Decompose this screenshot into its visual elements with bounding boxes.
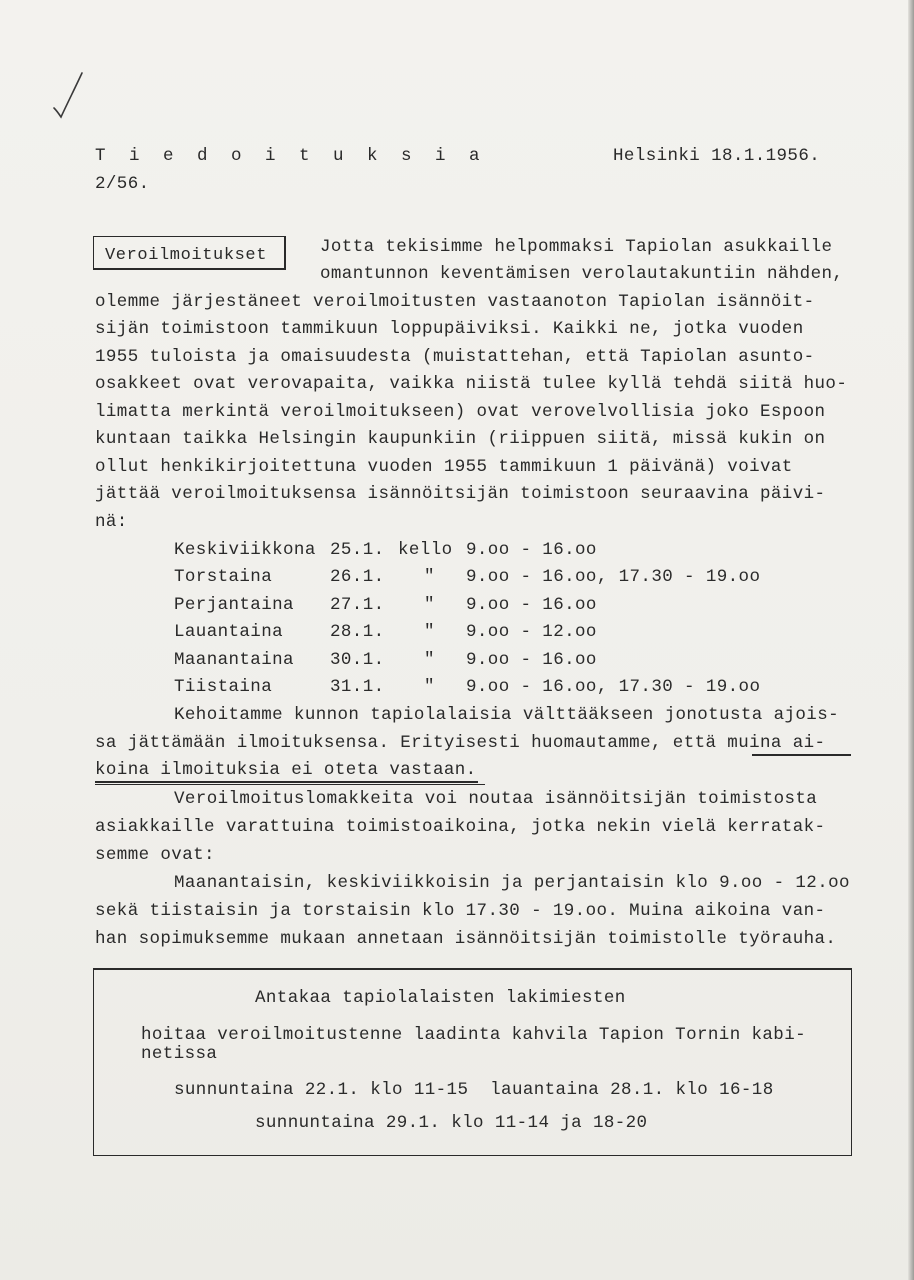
intro-line: jättää veroilmoituksensa isännöitsijän toimistoon seuraavina päivi- — [95, 484, 826, 504]
schedule-hours: 9.oo - 16.oo — [466, 595, 597, 615]
schedule-hours: 9.oo - 16.oo, 17.30 - 19.oo — [466, 567, 761, 587]
forms-line: Veroilmoituslomakkeita voi noutaa isännöitsijän toimistosta — [174, 789, 818, 809]
notice-times: sunnuntaina 22.1. klo 11-15 lauantaina 28.1. klo 16-18 — [174, 1080, 774, 1100]
schedule-day: Tiistaina — [174, 677, 273, 697]
forms-line: semme ovat: — [95, 845, 215, 865]
notice-times: sunnuntaina 29.1. klo 11-14 ja 18-20 — [255, 1113, 648, 1133]
notice-body-line: hoitaa veroilmoitustenne laadinta kahvila Tapion Tornin kabi- — [141, 1025, 807, 1045]
section-label: Veroilmoitukset — [105, 246, 268, 265]
intro-line: kuntaan taikka Helsingin kaupunkiin (riippuen siitä, missä kukin on — [95, 429, 826, 449]
schedule-mark: " — [424, 677, 435, 697]
intro-line: ollut henkikirjoitettuna vuoden 1955 tammikuun 1 päivänä) voivat — [95, 457, 793, 477]
forms-line: asiakkaille varattuina toimistoaikoina, jotka nekin vielä kerratak- — [95, 817, 826, 837]
reminder-line: koina ilmoituksia ei oteta vastaan. — [95, 760, 477, 780]
schedule-mark: " — [424, 567, 435, 587]
schedule-day: Lauantaina — [174, 622, 284, 642]
forms-line: Maanantaisin, keskiviikkoisin ja perjantaisin klo 9.oo - 12.oo — [174, 873, 850, 893]
intro-line: 1955 tuloista ja omaisuudesta (muistattehan, että Tapiolan asunto- — [95, 347, 815, 367]
schedule-hours: 9.oo - 16.oo, 17.30 - 19.oo — [466, 677, 761, 697]
intro-line: sijän toimistoon tammikuun loppupäiviksi. Kaikki ne, jotka vuoden — [95, 319, 804, 339]
schedule-date: 25.1. — [330, 540, 385, 560]
schedule-day: Keskiviikkona — [174, 540, 316, 560]
forms-line: sekä tiistaisin ja torstaisin klo 17.30 - 19.oo. Muina aikoina van- — [95, 901, 826, 921]
notice-title: Antakaa tapiolalaisten lakimiesten — [255, 988, 626, 1008]
page-edge-shadow — [908, 0, 914, 1280]
emphasis-underline — [95, 781, 478, 783]
schedule-date: 26.1. — [330, 567, 385, 587]
emphasis-underline — [752, 754, 851, 756]
schedule-hours: 9.oo - 12.oo — [466, 622, 597, 642]
schedule-hours: 9.oo - 16.oo — [466, 540, 597, 560]
schedule-date: 28.1. — [330, 622, 385, 642]
place-date: Helsinki 18.1.1956. — [613, 146, 821, 166]
intro-line: Jotta tekisimme helpommaksi Tapiolan asukkaille — [320, 237, 833, 257]
reminder-line: sa jättämään ilmoituksensa. Erityisesti huomautamme, että muina ai- — [95, 733, 826, 753]
handwritten-check-mark — [48, 70, 88, 122]
schedule-mark: " — [424, 650, 435, 670]
emphasis-underline — [95, 784, 485, 785]
notice-body-line: netissa — [141, 1044, 218, 1064]
document-title: T i e d o i t u k s i a — [95, 146, 487, 166]
forms-line: han sopimuksemme mukaan annetaan isännöitsijän toimistolle työrauha. — [95, 929, 837, 949]
schedule-hours: 9.oo - 16.oo — [466, 650, 597, 670]
schedule-date: 31.1. — [330, 677, 385, 697]
schedule-date: 27.1. — [330, 595, 385, 615]
intro-line: limatta merkintä veroilmoitukseen) ovat verovelvollisia joko Espoon — [95, 402, 826, 422]
schedule-day: Torstaina — [174, 567, 273, 587]
document-number: 2/56. — [95, 174, 150, 194]
intro-line: omantunnon keventämisen verolautakuntiin nähden, — [320, 264, 844, 284]
reminder-line: Kehoitamme kunnon tapiolalaisia välttääkseen jonotusta ajois- — [174, 705, 840, 725]
intro-line: nä: — [95, 512, 128, 532]
intro-line: olemme järjestäneet veroilmoitusten vastaanoton Tapiolan isännöit- — [95, 292, 815, 312]
schedule-mark: " — [424, 595, 435, 615]
schedule-date: 30.1. — [330, 650, 385, 670]
schedule-mark: kello — [398, 540, 453, 560]
schedule-day: Maanantaina — [174, 650, 294, 670]
schedule-mark: " — [424, 622, 435, 642]
schedule-day: Perjantaina — [174, 595, 294, 615]
intro-line: osakkeet ovat verovapaita, vaikka niistä tulee kyllä tehdä siitä huo- — [95, 374, 848, 394]
